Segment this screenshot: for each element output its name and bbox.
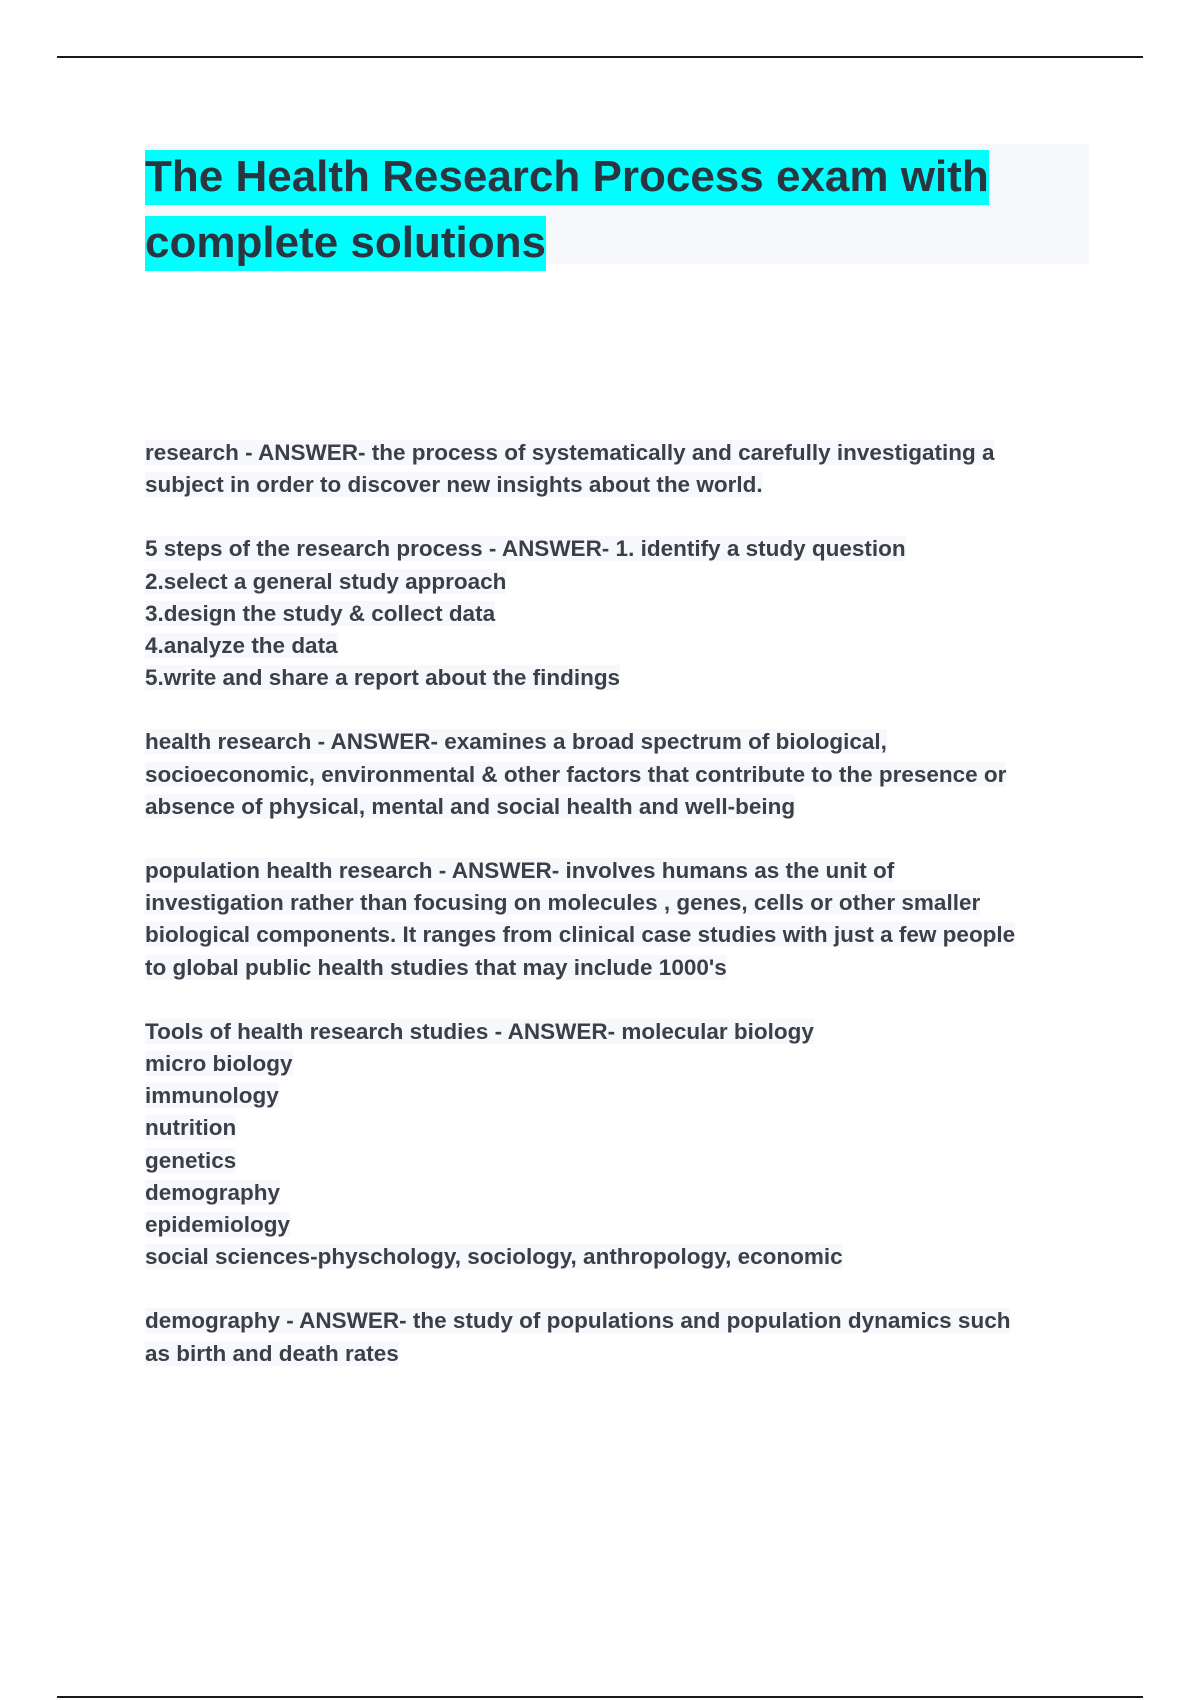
entry-line: epidemiology bbox=[145, 1212, 291, 1238]
entry-line: nutrition bbox=[145, 1115, 237, 1141]
qa-list bbox=[145, 437, 1095, 1402]
qa-entry-health-research bbox=[145, 726, 1095, 823]
entry-line: 4.analyze the data bbox=[145, 633, 338, 659]
entry-line: absence of physical, mental and social health and well-being bbox=[145, 793, 796, 819]
title-line-1: The Health Research Process exam with bbox=[145, 150, 989, 205]
entry-line: genetics bbox=[145, 1147, 237, 1173]
entry-line: as birth and death rates bbox=[145, 1340, 399, 1366]
entry-line: immunology bbox=[145, 1083, 279, 1109]
top-rule bbox=[57, 56, 1143, 58]
bottom-rule bbox=[57, 1696, 1143, 1698]
entry-line: 5 steps of the research process - ANSWER- 1. identify a study question bbox=[145, 536, 906, 562]
page-title bbox=[145, 144, 1089, 276]
title-line-2: complete solutions bbox=[145, 216, 546, 271]
entry-line: 3.design the study & collect data bbox=[145, 600, 496, 626]
entry-line: 2.select a general study approach bbox=[145, 568, 507, 594]
entry-line: investigation rather than focusing on molecules , genes, cells or other smaller bbox=[145, 890, 981, 916]
entry-line: to global public health studies that may include 1000's bbox=[145, 954, 727, 980]
entry-line: demography bbox=[145, 1179, 281, 1205]
entry-line: demography - ANSWER- the study of populations and population dynamics such bbox=[145, 1308, 1011, 1334]
qa-entry-tools bbox=[145, 1016, 1095, 1274]
entry-line: population health research - ANSWER- involves humans as the unit of bbox=[145, 858, 895, 884]
entry-line: social sciences-physchology, sociology, anthropology, economic bbox=[145, 1244, 843, 1270]
entry-line: 5.write and share a report about the findings bbox=[145, 665, 621, 691]
qa-entry-research-steps bbox=[145, 533, 1095, 694]
entry-line: biological components. It ranges from clinical case studies with just a few people bbox=[145, 922, 1016, 948]
qa-entry-research bbox=[145, 437, 1095, 501]
qa-entry-population-health-research bbox=[145, 855, 1095, 984]
entry-line: health research - ANSWER- examines a broad spectrum of biological, bbox=[145, 729, 887, 755]
entry-line: subject in order to discover new insights about the world. bbox=[145, 472, 763, 498]
entry-line: socioeconomic, environmental & other factors that contribute to the presence or bbox=[145, 761, 1007, 787]
entry-line: Tools of health research studies - ANSWER- molecular biology bbox=[145, 1018, 814, 1044]
qa-entry-demography bbox=[145, 1305, 1095, 1369]
title-block bbox=[145, 144, 1089, 267]
entry-line: micro biology bbox=[145, 1051, 293, 1077]
entry-line: research - ANSWER- the process of systematically and carefully investigating a bbox=[145, 440, 995, 465]
